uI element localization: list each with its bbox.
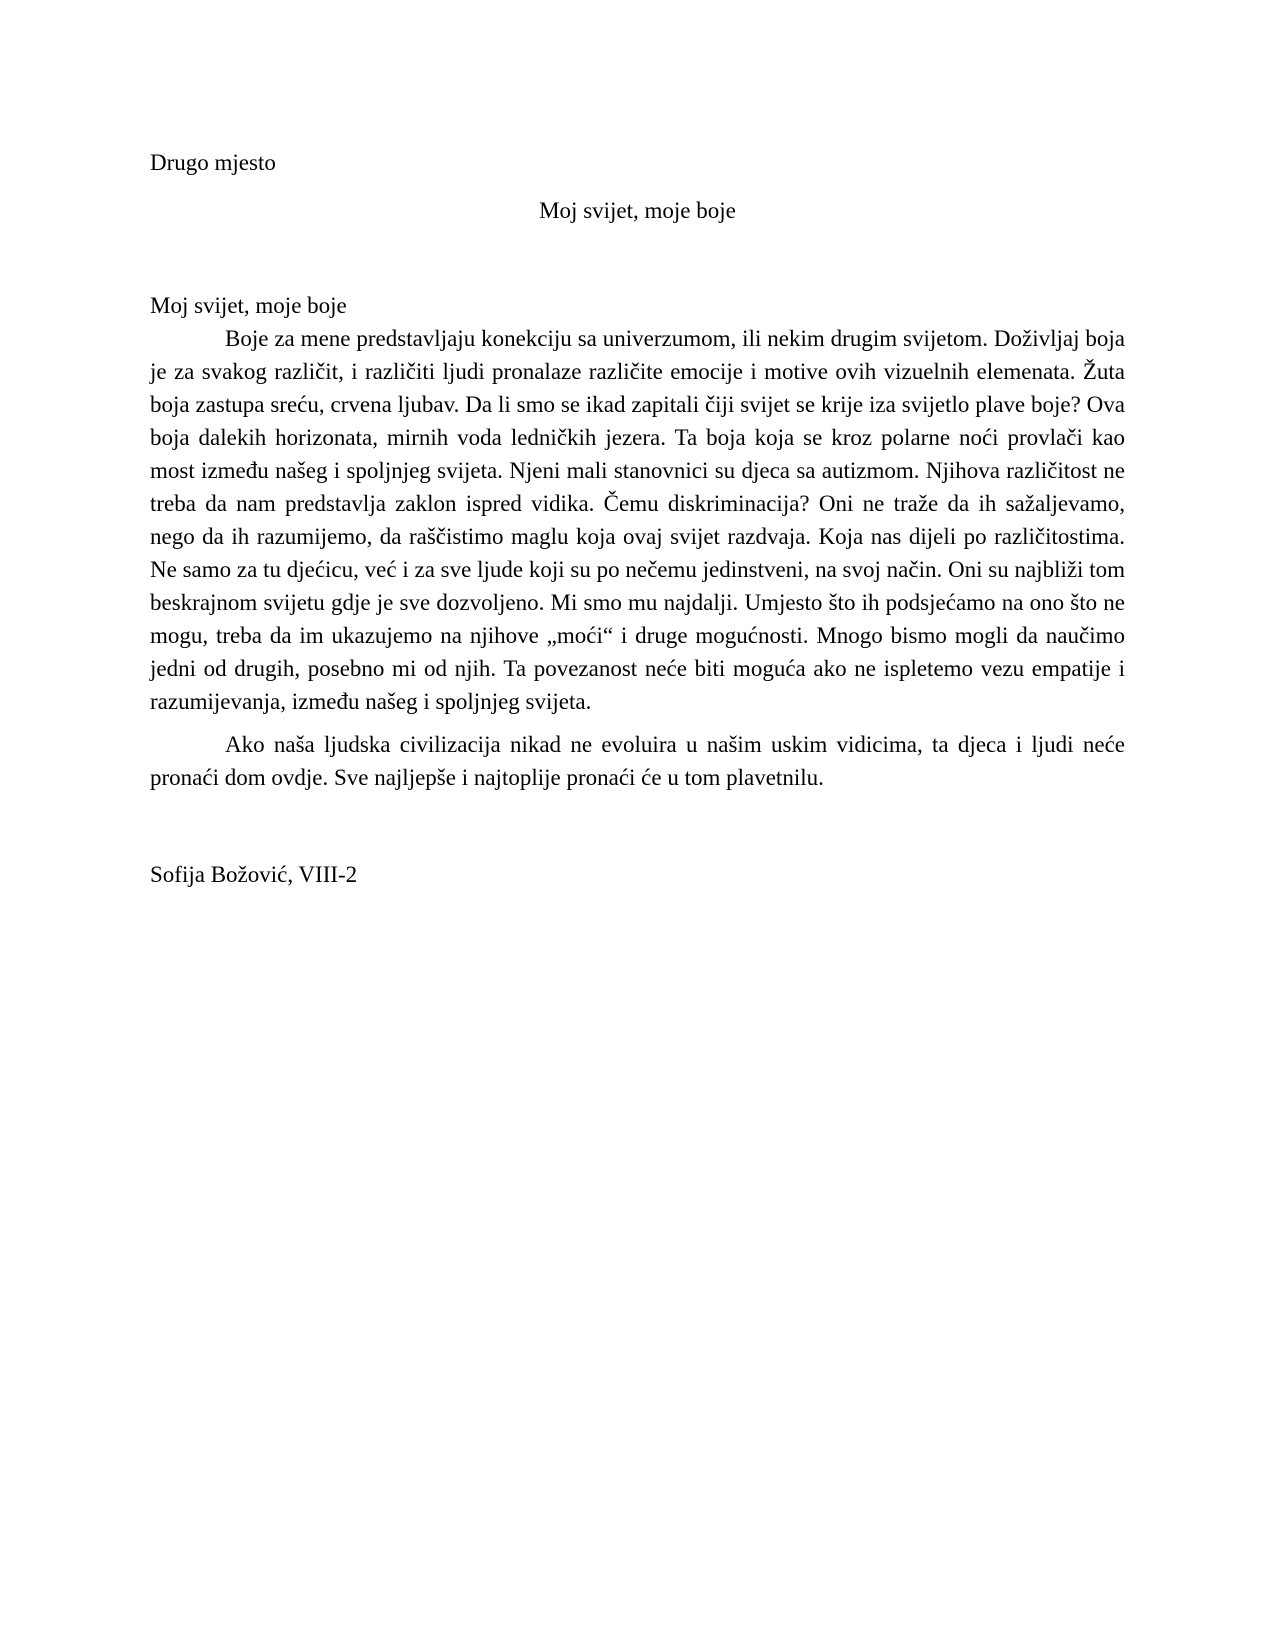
author-signature: Sofija Božović, VIII-2 — [150, 862, 358, 887]
award-label: Drugo mjesto — [150, 150, 276, 175]
essay-paragraph: Boje za mene predstavljaju konekciju sa univerzumom, ili nekim drugim svijetom. Doživljaj boja je za svakog različit, i različiti ljudi pronalaze različite emocije i motive ovih vizuelnih elemenata. Žuta boja zastupa sreću, crvena ljubav. Da li smo se ikad zapitali čiji svijet se krije iza svijetlo plave boje? Ova boja dalekih horizonata, mirnih voda ledničkih jezera. Ta boja koja se kroz polarne noći provlači kao most između našeg i spoljnjeg svijeta. Njeni mali stanovnici su djeca sa autizmom. Njihova različitost ne treba da nam predstavlja zaklon ispred vidika. Čemu diskriminacija? Oni ne traže da ih sažaljevamo, nego da ih razumijemo, da raščistimo maglu koja ovaj svijet razdvaja. Koja nas dijeli po različitostima. Ne samo za tu djećicu, već i za sve ljude koji su po nečemu jedinstveni, na svoj način. Oni su najbliži tom beskrajnom svijetu gdje je sve dozvoljeno. Mi smo mu najdalji. Umjesto što ih podsjećamo na ono što ne mogu, treba da im ukazujemo na njihove „moći“ i druge mogućnosti. Mnogo bismo mogli da naučimo jedni od drugih, posebno mi od njih. Ta povezanost neće biti moguća ako ne ispletemo vezu empatije i razumijevanja, između našeg i spoljnjeg svijeta. — [150, 326, 1125, 714]
essay-title: Moj svijet, moje boje — [150, 293, 347, 318]
document-page — [150, 146, 1125, 891]
centered-title: Moj svijet, moje boje — [539, 198, 736, 223]
essay-paragraph: Ako naša ljudska civilizacija nikad ne evoluira u našim uskim vidicima, ta djeca i ljudi neće pronaći dom ovdje. Sve najljepše i najtoplije pronaći će u tom plavetnilu. — [150, 732, 1125, 790]
